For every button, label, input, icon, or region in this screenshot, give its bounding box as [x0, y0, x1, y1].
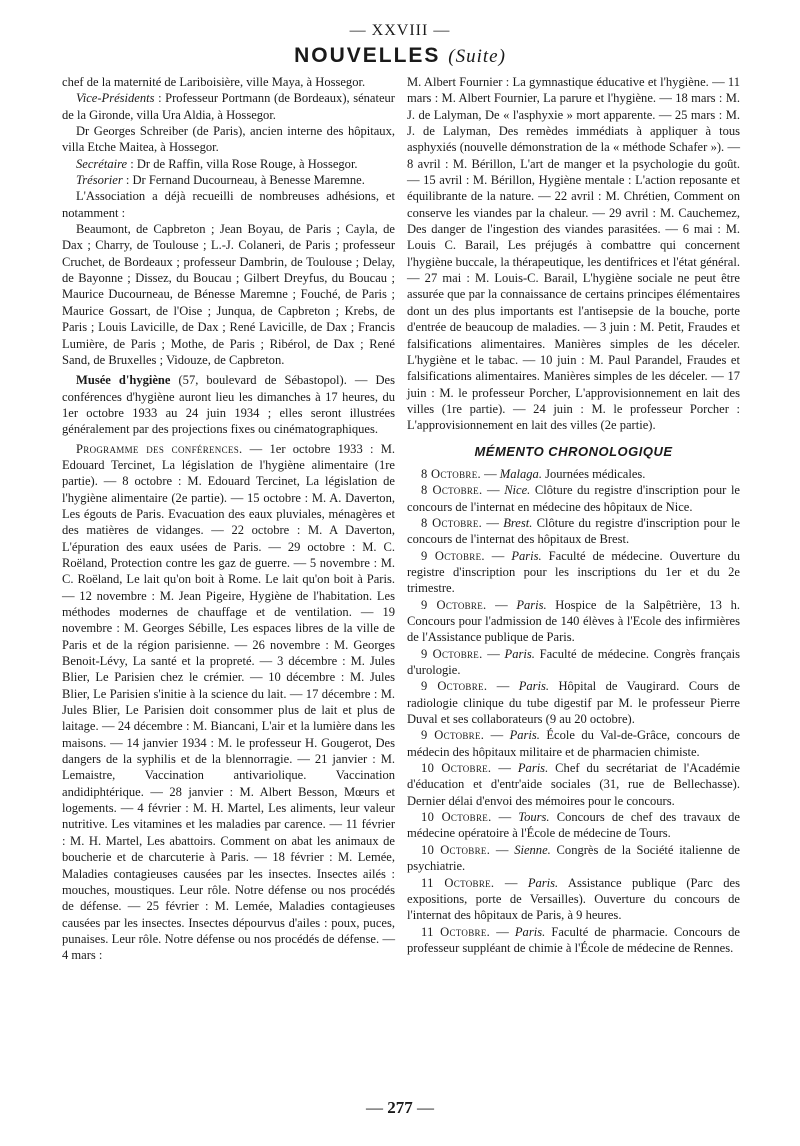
entry-date: 8 Octobre.	[421, 466, 481, 481]
paragraph: L'Association a déjà recueilli de nombreuses adhésions, et notamment :	[62, 189, 395, 220]
paragraph-text: — 1er octobre 1933 : M. Edouard Tercinet, La législation de l'hygiène alimentaire (1re partie). — 8 octobre : M. Edouard Tercinet, La législation de l'hygiène alimentaire (2e partie). — 15 octobre : M. A. Daverton, Les égouts de Paris. Evacuation des eaux pluviales, ménagères et des matières de vidanges. — 22 octobre : M. A Daverton, L'épuration des eaux usées de Paris. — 29 octobre : M. C. Roëland, Protection contre les gaz de guerre. — 5 novembre : M. C. Roëland, Le lait qu'on boit à Rome. Le lait qu'on boit à Paris. — 12 novembre : M. Jean Pigeire, Hygiène de l'habitation. Les méthodes modernes de chauffage et de ventilation. — 19 novembre : M. Georges Sébille, Les espaces libres de la ville de Paris et de la région parisienne. — 26 novembre : M. Georges Benoit-Lévy, La santé et la propreté. — 3 décembre : M. Jules Blier, Le Parisien chez le crémier. — 10 décembre : M. Jules Blier, Le Parisien s'initie à la science du lait. — 17 décembre : M. Jules Blier, Le Parisien doit consommer plus de lait et plus de laitage. — 24 décembre : M. Biancani, L'air et la lumière dans les maisons. — 14 janvier 1934 : M. le professeur H. Gougerot, Des dangers de la syphilis et de la blennorragie. — 21 janvier : M. Lemaistre, Vaccination antivariolique. Vaccination andidiphtérique. — 28 janvier : M. Albert Besson, Mœurs et logements. — 4 février : M. H. Martel, Les aliments, leur valeur nutritive. Les vitamines et les maladies par carence. — 11 février : M. H. Martel, Les abattoirs. Comment on abat les animaux de boucherie et de charcuterie à Paris. — 18 février : M. Lemée, Maladies contagieuses causées par les insectes. Insectes ailés : mouches, moustiques. Leur rôle. Notre défense ou nos procédés de défense. — 25 février : M. Lemée, Maladies contagieuses causées par les insectes. Insectes dépourvus d'ailes : poux, puces, punaises. Leur rôle. Notre défense ou nos procédés de défense. — 4 mars :	[62, 441, 395, 963]
entry-place: Paris.	[527, 875, 559, 890]
entry-text: Faculté de pharmacie. Concours de professeur suppléant de chimie à l'École de médecine de Rennes.	[407, 924, 740, 955]
entry-place: Sienne.	[514, 842, 551, 857]
entry-text: Clôture du registre d'inscription pour le concours de l'internat des hôpitaux de Brest.	[407, 515, 741, 547]
memento-entry	[407, 482, 740, 515]
entry-place: Paris.	[514, 924, 546, 939]
title-main: NOUVELLES	[294, 44, 441, 67]
entry-separator: —	[484, 728, 510, 743]
entry-text: Congrès de la Société italienne de psychiatrie.	[407, 842, 740, 874]
role-label: Vice-Présidents	[76, 91, 155, 106]
entry-date: 8 Octobre.	[421, 483, 483, 498]
entry-text: Faculté de médecine. Ouverture du registre d'inscription pour les inscriptions du 1er et du 2e trimestre.	[407, 548, 740, 596]
paragraph: Dr Georges Schreiber (de Paris), ancien interne des hôpitaux, villa Etche Maitea, à Hossegor.	[62, 124, 395, 155]
entry-separator: —	[487, 679, 519, 694]
entry-place: Nice.	[504, 483, 531, 498]
entry-place: Paris.	[516, 597, 547, 612]
entry-separator: —	[491, 761, 518, 776]
paragraph	[62, 172, 395, 188]
entry-date: 10 Octobre.	[421, 810, 492, 825]
memento-entry	[407, 646, 740, 679]
paragraph-text: (57, boulevard de Sébastopol). — Des conférences d'hygiène auront lieu les dimanches à 17 heures, du 1er octobre 1933 au 24 juin 1934 ; elles seront illustrées généralement par des projections fixes ou cinématographiques.	[62, 373, 395, 437]
entry-date: 9 Octobre.	[421, 646, 483, 661]
entry-place: Paris.	[509, 728, 540, 743]
entry-date: 9 Octobre.	[421, 728, 485, 743]
entry-date: 10 Octobre.	[421, 842, 491, 857]
section-label: Musée d'hygiène	[76, 373, 171, 388]
entry-date: 9 Octobre.	[421, 548, 485, 563]
memento-entry	[407, 924, 740, 957]
role-label: Trésorier	[76, 173, 123, 188]
memento-entry	[407, 760, 740, 809]
entry-place: Paris.	[518, 679, 550, 694]
folio-dash: —	[417, 1098, 434, 1117]
entry-date: 10 Octobre.	[421, 761, 492, 776]
paragraph: Beaumont, de Capbreton ; Jean Boyau, de Paris ; Cayla, de Dax ; Charry, de Toulouse ; L.-J. Colaneri, de Paris ; professeur Cruchet, de Bordeaux ; professeur Dambrin, de Toulouse ; Delay, de Bayonne ; Dissez, du Boucau ; Gilbert Dreyfus, du Boucau ; Maurice Ducourneau, de Bénesse Maremne ; Fouché, de Paris ; Maurice Gossart, de l'Oise ; Junqua, de Capbreton ; Krebs, de Paris ; Louis Lavicille, de Dax ; René Lavicille, de Dax ; Francis Lumière, de Paris ; Mothe, de Paris ; Ribérol, de Dax ; René Sand, de Bruxelles ; Vidouze, de Capbreton.	[62, 222, 395, 367]
section-label: Programme des conférences.	[76, 441, 243, 456]
memento-entry	[407, 809, 740, 842]
entry-separator: —	[482, 515, 504, 530]
memento-list	[407, 466, 740, 956]
entry-text: Chef du secrétariat de l'Académie d'éducation et d'entr'aide sociales (31, rue de Bellechasse). Dernier délai d'envoi des mémoires pour le concours.	[407, 761, 740, 808]
entry-place: Paris.	[511, 548, 542, 563]
paragraph: chef de la maternité de Lariboisière, ville Maya, à Hossegor.	[62, 75, 366, 89]
entry-text: Faculté de médecine. Congrès français d'urologie.	[407, 646, 740, 678]
entry-place: Paris.	[517, 761, 549, 776]
entry-text: Clôture du registre d'inscription pour le concours de l'internat en médecine des hôpitaux de Nice.	[407, 483, 740, 514]
paragraph: M. Albert Fournier : La gymnastique éducative et l'hygiène. — 11 mars : M. Albert Fournier, La parure et l'hygiène. — 18 mars : M. J. de Lalyman, De « l'asphyxie » mort apparente. — 25 mars : M. J. de Lalyman, Des remèdes immédiats à appliquer à tous asphyxiés (nouvelle démonstration de la « méthode Schafer »). — 8 avril : M. Bérillon, L'art de manger et la psychologie du goût. — 15 avril : M. Bérillon, Hygiène mentale : L'action reposante et équilibrante de la nature. — 22 avril : M. Chrétien, Comment on conserve les viandes par la chaleur. — 29 avril : M. Cauchemez, Des danger de l'ingestion des viandes parasitées. — 6 mai : M. Louis C. Barail, Les préjugés à combattre qui concernent l'hygiène buccale, la thérapeutique, les dentifrices et l'état général. — 27 mai : M. Louis-C. Barail, L'hygiène sociale ne peut être assurée que par la connaissance de certains principes élémentaires dont un des plus importants est l'antisepsie de la bouche, porte d'entrée de beaucoup de maladies. — 3 juin : M. Petit, Fraudes et falsifications alimentaires. Manières simples de les déceler. L'hygiène et le tabac. — 10 juin : M. Paul Parandel, Fraudes et falsifications alimentaires. Manières simples de les déceler. — 17 juin : M. le professeur Porcher, L'approvisionnement en lait des villes (1re partie). — 24 juin : M. le professeur Porcher : L'approvisionnement en lait des villes (2e partie).	[407, 75, 740, 433]
entry-separator: —	[490, 924, 515, 939]
entry-text: Hospice de la Salpêtrière, 13 h. Concours pour l'admission de 140 élèves à l'Ecole des infirmières de l'Assistance publique de Paris.	[407, 597, 740, 645]
paragraph	[62, 156, 395, 172]
folio-number: 277	[387, 1098, 413, 1117]
entry-date: 11 Octobre.	[421, 924, 491, 939]
memento-entry	[407, 515, 740, 548]
entry-place: Paris.	[504, 646, 535, 661]
entry-separator: —	[482, 646, 505, 661]
memento-entry	[407, 597, 740, 646]
paragraph-text: : Dr Fernand Ducourneau, à Benesse Maremne.	[122, 173, 365, 188]
role-label: Secrétaire	[76, 156, 128, 171]
entry-text: Journées médicales.	[541, 466, 646, 481]
entry-text: École du Val-de-Grâce, concours de médecin des hôpitaux militaire et de pharmacien chimiste.	[407, 728, 741, 759]
entry-place: Tours.	[518, 810, 550, 825]
entry-text: Assistance publique (Parc des expositions, porte de Versailles). Ouverture du concours de l'internat des hôpitaux de Paris, à 9 heures.	[407, 875, 740, 923]
entry-separator: —	[484, 548, 512, 563]
paragraph-text: : Dr de Raffin, villa Rose Rouge, à Hossegor.	[127, 156, 358, 171]
memento-entry	[407, 548, 740, 597]
entry-text: Concours de chef des travaux de médecine opératoire à l'École de médecine de Tours.	[407, 810, 740, 841]
section-heading: MÉMENTO CHRONOLOGIQUE	[474, 443, 673, 459]
paragraph	[62, 441, 395, 964]
entry-text: Hôpital de Vaugirard. Cours de radiologie clinique du tube digestif par M. le professeur Pierre Duval et ses collaborateurs (9 au 20 octobre).	[407, 679, 740, 727]
entry-separator: —	[494, 875, 528, 890]
page-title	[0, 44, 800, 68]
folio-dash: —	[366, 1098, 383, 1117]
entry-separator: —	[490, 842, 515, 857]
entry-separator: —	[486, 597, 517, 612]
paragraph-text: : Professeur Portmann (de Bordeaux), sénateur de la Gironde, villa Ura Aldia, à Hossegor.	[62, 91, 395, 122]
entry-date: 9 Octobre.	[421, 679, 488, 694]
entry-place: Malaga.	[499, 466, 542, 481]
entry-separator: —	[491, 810, 519, 825]
memento-entry	[407, 727, 740, 760]
entry-separator: —	[482, 483, 505, 498]
title-suffix: (Suite)	[448, 46, 506, 67]
entry-separator: —	[480, 466, 500, 481]
memento-entry	[407, 466, 740, 482]
memento-entry	[407, 842, 740, 875]
entry-date: 8 Octobre.	[421, 515, 483, 530]
paragraph	[62, 372, 395, 437]
running-head: — XXVIII —	[349, 22, 451, 39]
entry-date: 9 Octobre.	[421, 597, 487, 612]
paragraph	[62, 90, 395, 123]
entry-place: Brest.	[503, 515, 533, 530]
memento-entry	[407, 678, 740, 727]
right-column	[407, 74, 740, 956]
page-number	[0, 1098, 800, 1118]
left-column	[62, 74, 395, 964]
memento-entry	[407, 875, 740, 924]
entry-date: 11 Octobre.	[421, 875, 495, 890]
